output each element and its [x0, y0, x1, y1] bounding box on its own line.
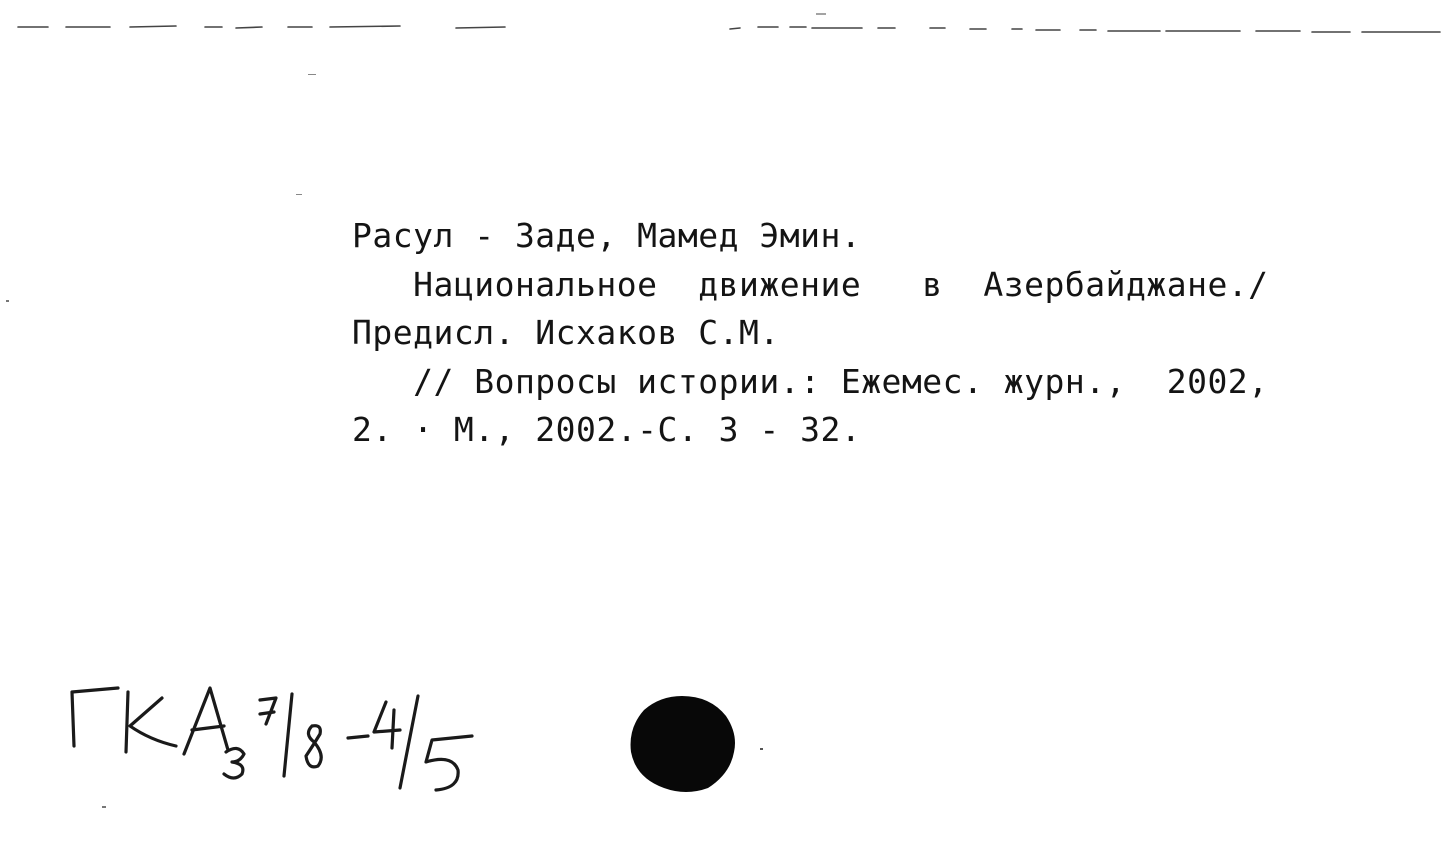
bibliographic-entry [352, 212, 1302, 455]
scan-speck [296, 194, 302, 195]
punched-hole [626, 694, 738, 794]
entry-line-imprint: 2. · М., 2002.-С. 3 - 32. [352, 410, 862, 449]
scan-speck [102, 806, 106, 808]
entry-line-source: // Вопросы истории.: Ежемес. журн., 2002, [352, 361, 1269, 401]
scan-speck [6, 300, 9, 302]
handwritten-shelfmark [60, 670, 500, 810]
scan-speck [760, 748, 763, 750]
entry-line-preface: Предисл. Исхаков С.М. [352, 313, 780, 352]
entry-line-author: Расул - Заде, Мамед Эмин. [352, 216, 862, 255]
card-top-edge [0, 0, 1456, 40]
entry-line-title: Национальное движение в Азербайджане./ [352, 264, 1269, 304]
scan-speck [308, 74, 316, 75]
